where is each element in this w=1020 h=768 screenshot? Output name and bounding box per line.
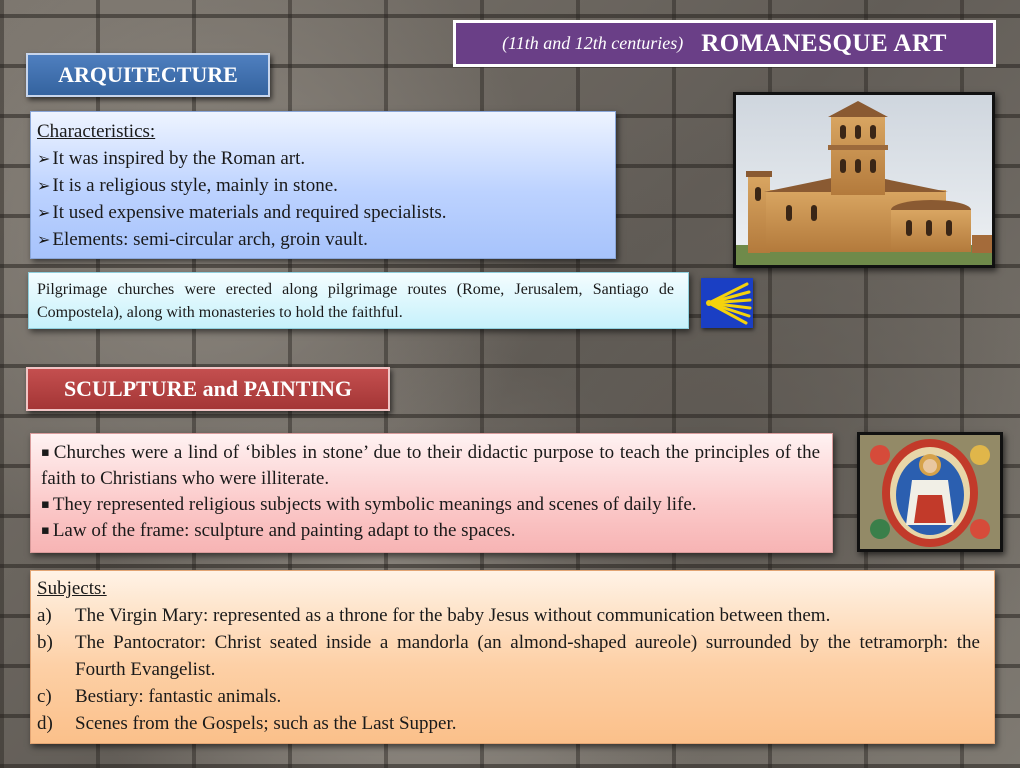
title-banner	[453, 20, 996, 67]
characteristics-heading: Characteristics:	[37, 121, 156, 142]
sculpture-points-list	[41, 440, 820, 544]
church-photo	[733, 92, 995, 268]
page-title: ROMANESQUE ART	[701, 29, 947, 57]
sculpture-point: ▪ Churches were a lind of ‘bibles in stone’ due to their didactic purpose to teach the principles of the faith to Christians who were illiterate.	[41, 440, 820, 492]
subject-text: Scenes from the Gospels; such as the Last Supper.	[75, 713, 457, 734]
subject-item	[37, 629, 980, 683]
characteristics-list	[37, 145, 609, 253]
pantocrator-fresco-photo	[857, 432, 1003, 552]
subject-text: The Pantocrator: Christ seated inside a mandorla (an almond-shaped aureole) surrounded by the tetramorph: the Fourth Evangelist.	[75, 632, 980, 680]
characteristic-item: ➢ It is a religious style, mainly in stone.	[37, 172, 609, 199]
sculpture-painting-section-tag: SCULPTURE and PAINTING	[26, 367, 390, 411]
architecture-section-tag: ARQUITECTURE	[26, 53, 270, 97]
subject-marker: a)	[37, 605, 52, 626]
subjects-list	[37, 602, 980, 737]
subject-text: The Virgin Mary: represented as a throne for the baby Jesus without communication between them.	[75, 605, 831, 626]
characteristic-item: ➢ It used expensive materials and required specialists.	[37, 199, 609, 226]
subjects-box	[30, 570, 995, 744]
subject-item	[37, 710, 980, 737]
pilgrimage-box: Pilgrimage churches were erected along pilgrimage routes (Rome, Jerusalem, Santiago de Compostela), along with monasteries to hold the faithful.	[28, 272, 689, 329]
subject-marker: d)	[37, 713, 53, 734]
church-illustration	[736, 95, 992, 265]
characteristic-item: ➢ It was inspired by the Roman art.	[37, 145, 609, 172]
subject-marker: c)	[37, 686, 52, 707]
fresco-illustration	[860, 435, 1000, 549]
subject-marker: b)	[37, 632, 53, 653]
characteristic-item: ➢ Elements: semi-circular arch, groin vault.	[37, 226, 609, 253]
subject-text: Bestiary: fantastic animals.	[75, 686, 282, 707]
characteristics-box	[30, 111, 616, 259]
shell-graphic	[701, 278, 753, 328]
subjects-heading: Subjects:	[37, 578, 107, 599]
subject-item	[37, 602, 980, 629]
scallop-shell-icon	[701, 278, 753, 328]
subject-item	[37, 683, 980, 710]
sculpture-point: ▪ They represented religious subjects with symbolic meanings and scenes of daily life.	[41, 492, 820, 518]
title-subtitle: (11th and 12th centuries)	[502, 33, 684, 53]
didactic-purpose-box	[30, 433, 833, 553]
sculpture-point: ▪ Law of the frame: sculpture and painting adapt to the spaces.	[41, 518, 820, 544]
